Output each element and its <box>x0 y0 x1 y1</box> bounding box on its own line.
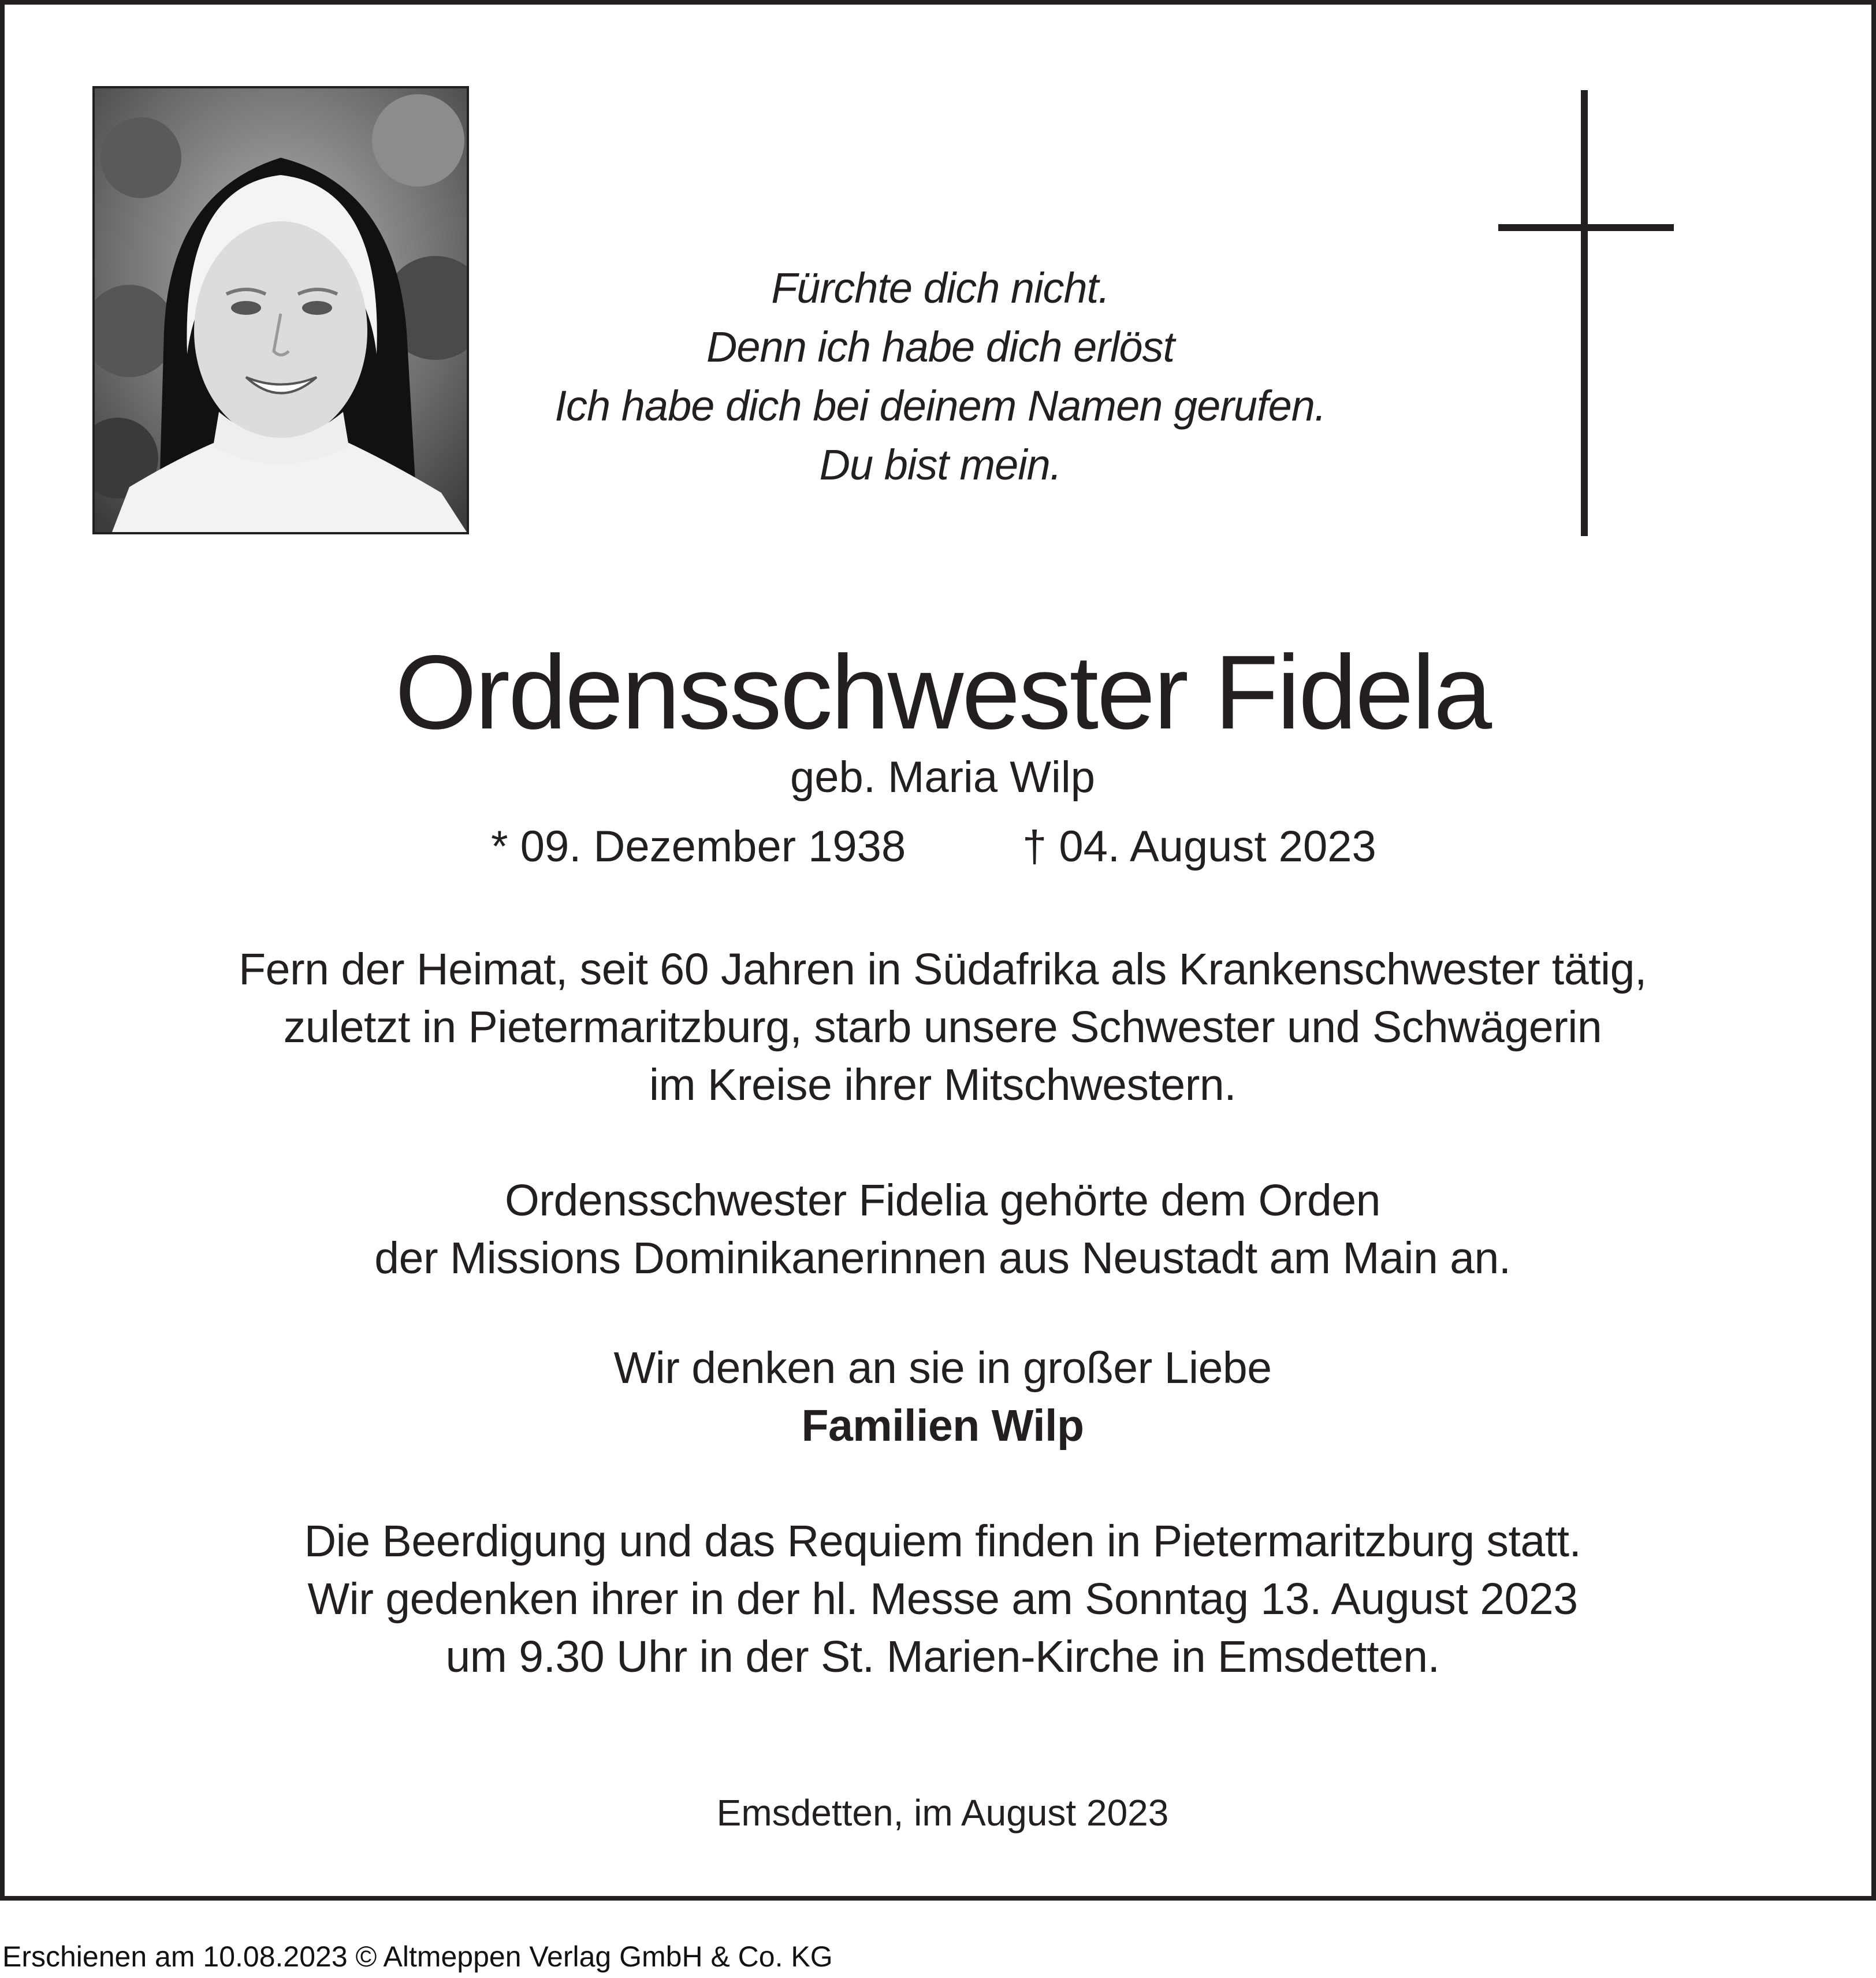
publication-footer: Erschienen am 10.08.2023 © Altmeppen Verlag GmbH & Co. KG <box>2 1940 833 1973</box>
verse-line: Du bist mein. <box>819 441 1062 489</box>
text-line: Fern der Heimat, seit 60 Jahren in Südafrika als Krankenschwester tätig, <box>239 945 1647 994</box>
remembrance-text <box>5 1339 1876 1455</box>
text-line: Ordensschwester Fidelia gehörte dem Orden <box>505 1176 1380 1225</box>
birth-name: geb. Maria Wilp <box>790 753 1095 802</box>
bible-verse <box>455 259 1425 494</box>
verse-line: Ich habe dich bei deinem Namen gerufen. <box>554 382 1326 430</box>
cross-icon <box>1498 90 1674 536</box>
verse-line: Denn ich habe dich erlöst <box>706 323 1175 371</box>
life-text <box>5 940 1876 1114</box>
text-line: zuletzt in Pietermaritzburg, starb unsere Schwester und Schwägerin <box>283 1002 1602 1052</box>
deceased-name: Ordensschwester Fidela <box>394 633 1491 751</box>
text-line: im Kreise ihrer Mitschwestern. <box>649 1060 1237 1110</box>
birth-date: * 09. Dezember 1938 <box>491 822 906 871</box>
portrait-photo <box>92 86 469 534</box>
order-text <box>5 1172 1876 1287</box>
text-line: der Missions Dominikanerinnen aus Neustadt am Main an. <box>374 1233 1511 1283</box>
text-line: Die Beerdigung und das Requiem finden in Pietermaritzburg statt. <box>304 1516 1581 1566</box>
death-date: † 04. August 2023 <box>1022 822 1376 871</box>
funeral-text <box>5 1512 1876 1686</box>
remembrance-line: Wir denken an sie in großer Liebe <box>613 1343 1272 1393</box>
place-date: Emsdetten, im August 2023 <box>716 1792 1169 1834</box>
text-line: Wir gedenken ihrer in der hl. Messe am Sonntag 13. August 2023 <box>307 1574 1578 1624</box>
verse-line: Fürchte dich nicht. <box>771 264 1110 312</box>
family-signature: Familien Wilp <box>801 1401 1084 1451</box>
text-line: um 9.30 Uhr in der St. Marien-Kirche in Emsdetten. <box>445 1632 1440 1682</box>
portrait-image <box>95 88 467 532</box>
